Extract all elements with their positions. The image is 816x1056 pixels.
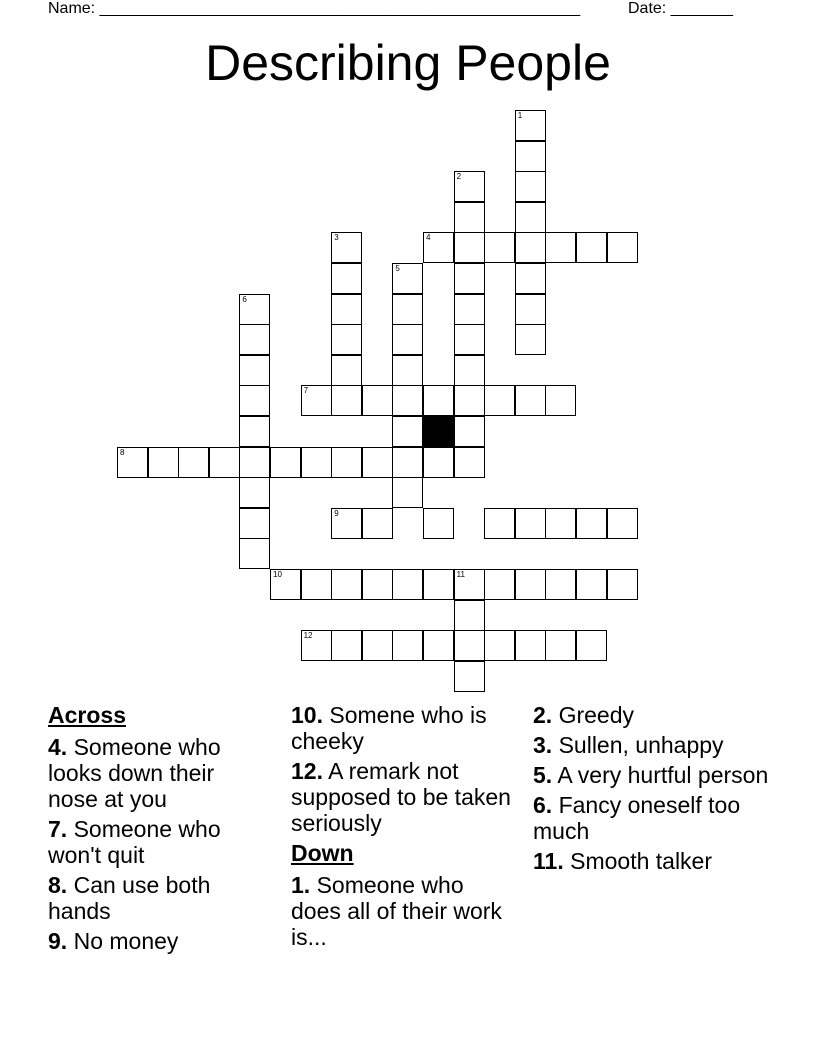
clue-number: 7. [48, 816, 68, 842]
grid-cell[interactable] [423, 508, 454, 539]
grid-cell[interactable] [576, 569, 607, 600]
grid-cell[interactable] [392, 630, 423, 661]
grid-cell[interactable] [515, 263, 546, 294]
grid-cell[interactable] [454, 171, 485, 202]
grid-cell[interactable] [454, 232, 485, 263]
grid-cell[interactable] [331, 263, 362, 294]
grid-cell[interactable] [392, 447, 423, 478]
grid-cell[interactable] [515, 171, 546, 202]
grid-cell[interactable] [362, 569, 393, 600]
grid-cell[interactable] [545, 630, 576, 661]
grid-cell[interactable] [239, 416, 270, 447]
grid-cell[interactable] [392, 294, 423, 325]
clue-number-label: 6 [242, 294, 247, 304]
grid-cell[interactable] [454, 385, 485, 416]
clue-number: 12. [291, 758, 323, 784]
grid-cell[interactable] [392, 416, 423, 447]
grid-cell[interactable] [484, 630, 515, 661]
grid-cell[interactable] [576, 508, 607, 539]
grid-cell[interactable] [454, 600, 485, 631]
clue-across-8 [48, 872, 268, 924]
clue-text: Fancy oneself too much [533, 792, 741, 844]
grid-cell[interactable] [423, 232, 454, 263]
grid-cell[interactable] [178, 447, 209, 478]
clue-column-2 [291, 702, 511, 954]
clue-number-label: 4 [426, 233, 431, 243]
grid-cell[interactable] [454, 294, 485, 325]
grid-cell[interactable] [239, 447, 270, 478]
grid-cell[interactable] [331, 569, 362, 600]
grid-cell[interactable] [515, 508, 546, 539]
grid-cell[interactable] [423, 630, 454, 661]
grid-cell[interactable] [331, 447, 362, 478]
grid-cell[interactable] [545, 569, 576, 600]
clue-number-label: 12 [303, 631, 313, 641]
grid-cell[interactable] [239, 508, 270, 539]
clue-column-1 [48, 702, 268, 958]
grid-cell[interactable] [362, 508, 393, 539]
clue-text: Smooth talker [570, 848, 713, 874]
grid-cell[interactable] [454, 202, 485, 233]
clue-down-3 [533, 732, 773, 758]
across-heading: Across [48, 702, 126, 728]
grid-cell[interactable] [423, 569, 454, 600]
grid-cell[interactable] [362, 447, 393, 478]
clue-number: 6. [533, 792, 553, 818]
grid-cell[interactable] [239, 294, 270, 325]
clue-down-6 [533, 792, 773, 844]
clue-number-label: 3 [334, 233, 339, 243]
clue-across-9 [48, 928, 268, 954]
grid-cell[interactable] [239, 385, 270, 416]
clue-text: Someone who looks down their nose at you [48, 734, 221, 812]
grid-cell[interactable] [331, 324, 362, 355]
grid-cell[interactable] [454, 630, 485, 661]
clue-text: Greedy [558, 702, 635, 728]
grid-cell[interactable] [515, 569, 546, 600]
grid-cell[interactable] [515, 110, 546, 141]
grid-cell[interactable] [515, 141, 546, 172]
clue-number-label: 9 [334, 508, 339, 518]
clue-text: No money [73, 928, 179, 954]
clue-down-2 [533, 702, 773, 728]
page-title: Describing People [205, 35, 611, 91]
clue-number: 11. [533, 848, 564, 874]
grid-cell[interactable] [392, 477, 423, 508]
clue-column-3 [533, 702, 773, 878]
clue-number: 10. [291, 702, 323, 728]
clue-text: A very hurtful person [557, 762, 769, 788]
grid-cell[interactable] [454, 355, 485, 386]
clue-across-7 [48, 816, 268, 868]
clue-number: 5. [533, 762, 553, 788]
clue-down-11 [533, 848, 773, 874]
grid-cell[interactable] [545, 232, 576, 263]
grid-cell[interactable] [239, 477, 270, 508]
grid-cell[interactable] [607, 232, 638, 263]
grid-cell[interactable] [392, 263, 423, 294]
grid-cell[interactable] [117, 447, 148, 478]
grid-cell[interactable] [545, 385, 576, 416]
grid-cell[interactable] [576, 630, 607, 661]
grid-cell[interactable] [239, 324, 270, 355]
grid-cell[interactable] [607, 508, 638, 539]
grid-cell[interactable] [270, 569, 301, 600]
grid-cell[interactable] [392, 355, 423, 386]
clue-text: Someone who won't quit [48, 816, 221, 868]
grid-cell[interactable] [392, 385, 423, 416]
grid-cell[interactable] [484, 508, 515, 539]
grid-cell[interactable] [454, 447, 485, 478]
grid-cell[interactable] [423, 447, 454, 478]
grid-cell[interactable] [239, 355, 270, 386]
grid-cell[interactable] [148, 447, 179, 478]
grid-cell[interactable] [484, 569, 515, 600]
clue-number-label: 10 [273, 570, 282, 579]
clue-across-12 [291, 758, 511, 836]
grid-cell[interactable] [239, 538, 270, 569]
grid-cell[interactable] [515, 324, 546, 355]
grid-cell[interactable] [515, 202, 546, 233]
grid-cell[interactable] [515, 385, 546, 416]
grid-cell[interactable] [454, 263, 485, 294]
clue-number: 4. [48, 734, 68, 760]
clue-text: Sullen, unhappy [558, 732, 724, 758]
clue-number: 1. [291, 872, 311, 898]
grid-cell[interactable] [515, 294, 546, 325]
name-field-label[interactable]: Name: ______________________________________________________ [48, 0, 581, 17]
grid-cell[interactable] [362, 630, 393, 661]
clue-text: Someone who does all of their work is... [291, 872, 502, 950]
clue-across-10 [291, 702, 511, 754]
grid-cell[interactable] [423, 385, 454, 416]
grid-cell[interactable] [515, 630, 546, 661]
grid-cell[interactable] [331, 232, 362, 263]
down-heading: Down [291, 840, 354, 866]
grid-cell[interactable] [484, 385, 515, 416]
grid-cell[interactable] [392, 324, 423, 355]
clue-number: 8. [48, 872, 68, 898]
date-field-label[interactable]: Date: _______ [628, 0, 733, 17]
clue-number-label: 11 [456, 570, 465, 579]
clue-number-label: 5 [395, 264, 400, 273]
clue-down-5 [533, 762, 773, 788]
grid-cell[interactable] [301, 569, 332, 600]
grid-cell[interactable] [301, 630, 332, 661]
clue-text: Can use both hands [48, 872, 211, 924]
grid-cell[interactable] [515, 232, 546, 263]
grid-cell[interactable] [209, 447, 240, 478]
grid-cell[interactable] [576, 232, 607, 263]
blocked-cell [423, 416, 454, 447]
grid-cell[interactable] [331, 385, 362, 416]
grid-cell[interactable] [331, 355, 362, 386]
grid-cell[interactable] [301, 385, 332, 416]
clue-across-4 [48, 734, 268, 812]
clue-number-label: 8 [120, 447, 125, 457]
grid-cell[interactable] [301, 447, 332, 478]
grid-cell[interactable] [270, 447, 301, 478]
grid-cell[interactable] [331, 630, 362, 661]
clue-text: A remark not supposed to be taken seriously [291, 758, 511, 836]
grid-cell[interactable] [331, 508, 362, 539]
grid-cell[interactable] [362, 385, 393, 416]
clue-down-1 [291, 872, 511, 950]
grid-cell[interactable] [454, 324, 485, 355]
clue-number-label: 1 [517, 111, 523, 120]
grid-cell[interactable] [484, 232, 515, 263]
clue-number-label: 7 [303, 386, 309, 396]
clue-number-label: 2 [456, 172, 462, 182]
grid-cell[interactable] [454, 416, 485, 447]
clue-number: 3. [533, 732, 553, 758]
grid-cell[interactable] [392, 569, 423, 600]
grid-cell[interactable] [545, 508, 576, 539]
grid-cell[interactable] [607, 569, 638, 600]
grid-cell[interactable] [454, 661, 485, 692]
clue-number: 2. [533, 702, 553, 728]
grid-cell[interactable] [331, 294, 362, 325]
grid-cell[interactable] [454, 569, 485, 600]
clue-number: 9. [48, 928, 68, 954]
clue-text: Somene who is cheeky [291, 702, 487, 754]
